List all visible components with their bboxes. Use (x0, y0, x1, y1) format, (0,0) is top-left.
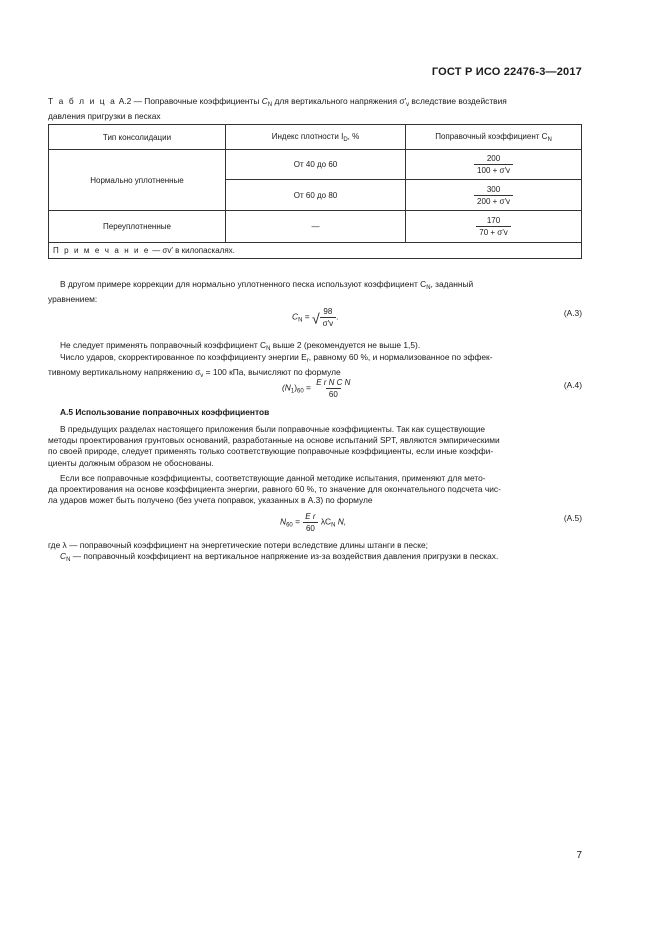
p3-line-2: тивному вертикальному напряжению σ (48, 367, 201, 378)
caption-number: А.2 (118, 96, 132, 106)
note-text: — σv′ в килопаскалях. (149, 246, 235, 255)
table-note-row (49, 243, 582, 259)
eq3-fraction (320, 307, 336, 328)
eq-number-a3: (А.3) (563, 308, 582, 318)
cell-index: От 60 до 80 (226, 180, 406, 211)
header-sub: D (343, 136, 348, 143)
eq5-den: 60 (303, 522, 318, 533)
eq3-num: 98 (323, 307, 333, 316)
p5-line: ла ударов может быть получено (без учета поправок, указанных в А.3) по формуле (48, 495, 373, 506)
paragraph-4 (48, 424, 582, 469)
p1-text-end: , заданный (430, 279, 474, 289)
cell-index: — (226, 211, 406, 243)
fraction-den: 100 + σ′v (474, 164, 513, 175)
eq4-num: E r N C N (316, 378, 351, 387)
table-header-row (49, 125, 582, 150)
cell-type: Переуплотненные (49, 211, 226, 243)
fraction-num: 200 (486, 154, 501, 163)
eq5-right-end: N, (335, 516, 347, 527)
fraction-den: 70 + σ′v (476, 226, 510, 237)
p4-line: методы проектирования грунтовых оснований, разработанные на основе испытаний SPT, являются эмпирическими (48, 435, 500, 446)
header-text: Поправочный коэффициент C (435, 131, 548, 141)
p3-sub: r (306, 358, 309, 364)
p2-text: Не следует применять поправочный коэффициент C (60, 340, 267, 350)
paragraph-5 (48, 473, 582, 507)
header-cell: Тип консолидации (49, 125, 226, 150)
table-note (49, 243, 582, 259)
p4-line: по своей природе, следует применять только соответствующие поправочные коэффициенты, если иные коэффи- (48, 446, 494, 457)
eq3-den: σ′v (320, 317, 336, 328)
correction-table (48, 124, 582, 259)
p1-line-2: уравнением: (48, 294, 98, 305)
eq3-eq: = (302, 311, 312, 322)
fraction (476, 216, 510, 237)
caption-text: — Поправочные коэффициенты (131, 96, 262, 106)
formula-a5 (280, 512, 346, 533)
table-row (49, 150, 582, 180)
p3-sub-2: v (200, 373, 204, 380)
cell-type: Нормально уплотненные (49, 150, 226, 211)
formula-a3: $C_N$ = √ $\frac{98}{\sigma'v}$ . (292, 307, 339, 328)
table-caption (48, 96, 582, 122)
header-text: , % (347, 131, 360, 141)
where-1-symbol: где λ (48, 540, 67, 550)
cell-coef (406, 211, 582, 243)
caption-line-2: давления пригрузки в песках (48, 111, 161, 122)
header-cell (406, 125, 582, 150)
table-row (49, 211, 582, 243)
header-sub: N (547, 136, 552, 143)
caption-coef: C (261, 96, 268, 106)
eq-number-a4: (А.4) (563, 380, 582, 390)
p3-line-2-end: = 100 кПа, вычисляют по формуле (203, 367, 341, 378)
where-1-text: — поправочный коэффициент на энергетические потери вследствие длины штанги в песке; (66, 540, 428, 550)
page-number: 7 (576, 850, 582, 861)
eq4-left-sub: 1 (290, 388, 295, 395)
where-2-text: — поправочный коэффициент на вертикальное напряжение из-за воздействия давления пригрузки в песках. (70, 551, 499, 562)
p3-text: Число ударов, скорректированное по коэффициенту энергии E (60, 352, 307, 362)
eq5-eq: = (292, 516, 303, 527)
header-cell (226, 125, 406, 150)
eq4-left: (N (282, 382, 291, 393)
p3-text-end: , равному 60 %, и нормализованное по эффек- (308, 352, 493, 362)
eq5-left: N (280, 516, 287, 527)
note-prefix: П р и м е ч а н и е (53, 246, 150, 255)
eq5-sub: 60 (286, 522, 293, 529)
caption-text-2: для вертикального напряжения σ′ (272, 96, 407, 106)
eq5-right: λC (318, 516, 332, 527)
where-2-sub: N (66, 557, 71, 564)
p4-line: циенты должным образом не обоснованы. (48, 457, 214, 468)
cell-index: От 40 до 60 (226, 150, 406, 180)
eq4-sub60: 60 (296, 388, 304, 395)
eq5-fraction (302, 512, 318, 533)
caption-sigma-sub: v (406, 102, 410, 108)
caption-coef-sub: N (267, 102, 273, 108)
eq5-right-sub: N (331, 522, 336, 529)
p2-sub: N (266, 346, 271, 352)
eq4-fraction (313, 378, 353, 399)
caption-prefix: Т а б л и ц а (48, 96, 117, 106)
eq4-den: 60 (326, 388, 341, 399)
eq4-left-end: ) (294, 382, 297, 393)
fraction-den: 200 + σ′v (474, 195, 513, 206)
p1-text: В другом примере коррекции для нормально уплотненного песка используют коэффициент C (60, 279, 427, 289)
fraction (474, 154, 513, 175)
cell-coef (406, 180, 582, 211)
eq-number-a5: (А.5) (563, 513, 582, 523)
caption-text-3: вследствие воздействия (409, 96, 507, 106)
fraction (474, 185, 513, 206)
p4-line: В предыдущих разделах настоящего приложения были поправочные коэффициенты. Так как существующие (60, 424, 486, 434)
eq3-left: C (292, 311, 299, 322)
where-2-symbol: C (60, 551, 67, 562)
p2-text-end: выше 2 (рекомендуется не выше 1,5). (270, 340, 421, 350)
sqrt-icon: √ (311, 310, 320, 327)
eq3-sub: N (298, 317, 303, 324)
fraction-num: 300 (486, 184, 501, 194)
p5-line: да проектирования на основе коэффициента энергии, равного 60 %, то значение для окончательного подсчета чис- (48, 484, 501, 495)
eq5-num: E r (305, 512, 316, 521)
cell-coef (406, 150, 582, 180)
p5-line: Если все поправочные коэффициенты, соответствующие данной методике испытания, применяют для мето- (60, 473, 486, 483)
p1-sub: N (426, 285, 431, 291)
eq4-eq: = (303, 382, 314, 393)
document-header: ГОСТ Р ИСО 22476-3—2017 (431, 66, 582, 78)
fraction-num: 170 (486, 216, 501, 225)
header-text: Индекс плотности I (271, 131, 344, 141)
section-heading: А.5 Использование поправочных коэффициентов (60, 407, 270, 417)
formula-a4 (282, 378, 353, 399)
where-block (48, 540, 582, 566)
paragraph-1 (48, 279, 582, 305)
